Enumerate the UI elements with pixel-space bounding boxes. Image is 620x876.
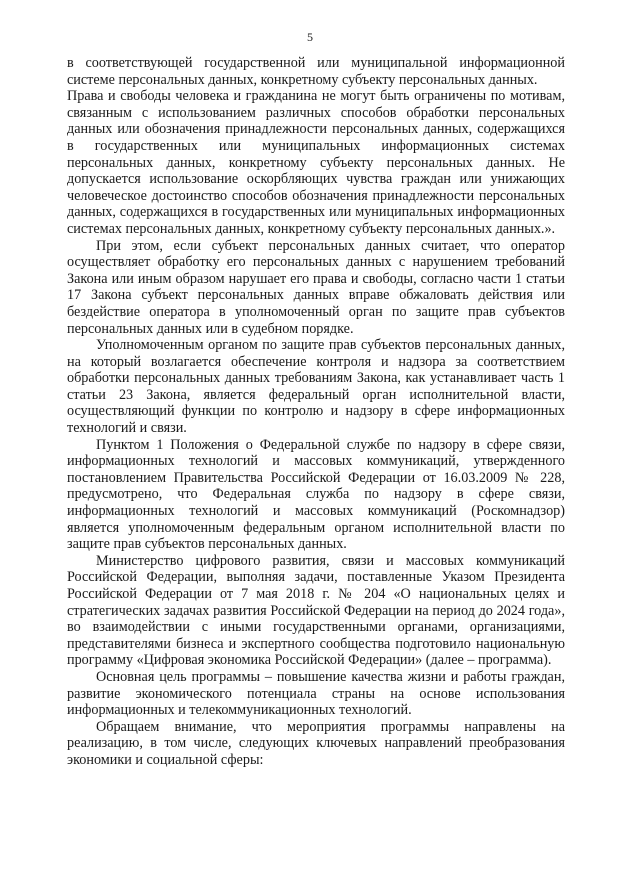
paragraph-authorized-body: Уполномоченным органом по защите прав субъектов персональных данных, на который возлагается обеспечение контроля и надзора за соответствием обработки персональных данных требованиям Закона, как устанавливает часть 1 статьи 23 Закона, является федеральный орган исполнительной власти, осуществляющий функции по контролю и надзору в сфере информационных технологий и связи. [67,337,565,437]
paragraph-subject-complaint: При этом, если субъект персональных данных считает, что оператор осуществляет обработку его персональных данных с нарушением требований Закона или иным образом нарушает его права и свободы, согласно части 1 статьи 17 Закона субъект персональных данных вправе обжаловать действия или бездействие оператора в уполномоченный орган по защите прав субъектов персональных данных или в судебном порядке. [67,237,565,337]
paragraph-key-directions: Обращаем внимание, что мероприятия программы направлены на реализацию, в том числе, следующих ключевых направлений преобразования экономики и социальной сферы: [67,718,565,768]
paragraph-program-goal: Основная цель программы – повышение качества жизни и работы граждан, развитие экономического потенциала страны на основе использования информационных и телекоммуникационных технологий. [67,668,565,719]
paragraph-rights-and-freedoms: Права и свободы человека и гражданина не могут быть ограничены по мотивам, связанным с использованием различных способов обработки персональных данных или обозначения принадлежности персональных данных, содержащихся в государственных или муниципальных информационных системах персональных данных, конкретному субъекту персональных данных. Не допускается использование оскорбляющих чувства граждан или унижающих человеческое достоинство способов обозначения принадлежности персональных данных, содержащихся в государственных или муниципальных информационных системах персональных данных, конкретному субъекту персональных данных.». [67,88,565,237]
paragraph-digital-economy-program: Министерство цифрового развития, связи и массовых коммуникаций Российской Федерации, выполняя задачи, поставленные Указом Президента Российской Федерации от 7 мая 2018 г. № 204 «О национальных целях и стратегических задачах развития Российской Федерации на период до 2024 года», во взаимодействии с иными государственными органами, организациями, представителями бизнеса и экспертного сообщества подготовило национальную программу «Цифровая экономика Российской Федерации» (далее – программа). [67,552,565,669]
paragraph-continuation: в соответствующей государственной или муниципальной информационной системе персональных данных, конкретному субъекту персональных данных. [67,55,565,88]
page-number: 5 [307,30,313,44]
body-text [67,55,565,769]
paragraph-roskomnadzor-regulation: Пунктом 1 Положения о Федеральной службе по надзору в сфере связи, информационных технологий и массовых коммуникаций, утвержденного постановлением Правительства Российской Федерации от 16.03.2009 № 228, предусмотрено, что Федеральная служба по надзору в сфере связи, информационных технологий и массовых коммуникаций (Роскомнадзор) является уполномоченным федеральным органом исполнительной власти по защите прав субъектов персональных данных. [67,436,565,553]
